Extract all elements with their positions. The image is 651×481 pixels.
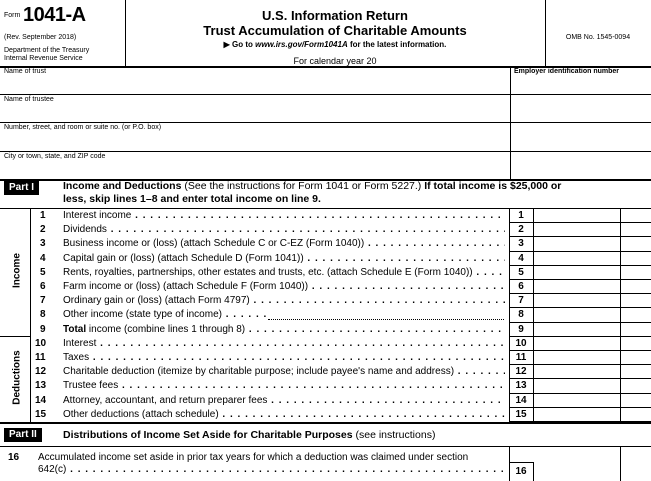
line-11-description (63, 351, 505, 364)
line-5-number: 5 (40, 266, 46, 278)
line-10-number: 10 (35, 337, 47, 349)
line-14-description (63, 394, 505, 407)
line-12-box-label: 12 (515, 366, 527, 378)
name-of-trustee-field[interactable] (0, 94, 510, 122)
line-10-text: Interest (63, 337, 97, 349)
line-15-box-label: 15 (515, 408, 527, 420)
line-4-box-label: 4 (518, 252, 524, 264)
line-9-text: income (combine lines 1 through 8) (86, 323, 246, 335)
deductions-section-label: Deductions (11, 350, 23, 405)
goto-instructions (125, 40, 545, 49)
department-line: Department of the Treasury (4, 47, 90, 54)
line-9-amount-field[interactable] (534, 323, 620, 337)
ein-label: Employer identification number (514, 68, 620, 75)
line-2-number: 2 (40, 224, 46, 236)
line-9-number: 9 (40, 323, 46, 335)
line-4-description (63, 252, 505, 265)
city-label: City or town, state, and ZIP code (4, 153, 106, 160)
line-1-description (63, 209, 505, 222)
line-9-bold-word: Total (63, 323, 87, 335)
line-7-amount-field[interactable] (534, 294, 620, 308)
line-1-number: 1 (40, 210, 46, 221)
line-4-number: 4 (40, 252, 46, 264)
line-8-number: 8 (40, 309, 46, 321)
city-field[interactable] (0, 151, 510, 180)
line-11-box-label: 11 (515, 352, 527, 363)
line-8-text: Other income (state type of income) (63, 309, 222, 321)
line-7-text: Ordinary gain or (loss) (attach Form 4797) (63, 295, 250, 307)
line-5-text: Rents, royalties, partnerships, other estates and trusts, etc. (attach Schedule E (Form 1040)) (63, 266, 473, 278)
part2-badge: Part II (4, 428, 42, 442)
omb-number: OMB No. 1545-0094 (565, 34, 631, 41)
line-3-text: Business income or (loss) (attach Schedule C or C-EZ (Form 1040)) (63, 238, 365, 250)
line-3-amount-field[interactable] (534, 237, 620, 251)
line-4-text: Capital gain or (loss) (attach Schedule D (Form 1041)) (63, 252, 304, 264)
part1-badge: Part I (4, 181, 39, 195)
line-9-description (63, 323, 505, 336)
line-12-number: 12 (35, 366, 47, 378)
line-13-box-label: 13 (515, 380, 527, 392)
line16-text2: 642(c) . . . (38, 464, 504, 476)
line-1-amount-field[interactable] (534, 209, 620, 223)
line-6-number: 6 (40, 281, 46, 292)
line-13-description (63, 379, 505, 392)
line-5-amount-field[interactable] (534, 266, 620, 280)
line-11-text: Taxes (63, 352, 90, 363)
line-7-box-label: 7 (518, 295, 524, 307)
line-11-amount-field[interactable] (534, 351, 620, 365)
line-3-description (63, 237, 505, 250)
name-of-trust-field[interactable] (0, 66, 510, 94)
line-1-text: Interest income (63, 210, 132, 221)
part1-title-line2: less, skip lines 1–8 and enter total income on line 9. (63, 193, 321, 205)
line-12-text: Charitable deduction (itemize by charitable purpose; include payee's name and address) (63, 366, 455, 378)
line-14-amount-field[interactable] (534, 394, 620, 408)
line-15-amount-field[interactable] (534, 408, 620, 422)
line-3-number: 3 (40, 238, 46, 250)
revision-date: (Rev. September 2018) (4, 34, 77, 41)
line-10-description (63, 337, 505, 350)
line-12-description (63, 365, 505, 378)
line-15-number: 15 (35, 408, 47, 420)
line-15-text: Other deductions (attach schedule) (63, 408, 219, 420)
line-5-description (63, 266, 505, 279)
part1-title-bold: Income and Deductions (63, 180, 182, 192)
line-2-text: Dividends (63, 224, 107, 236)
line-13-text: Trustee fees (63, 380, 119, 392)
part1-title (63, 180, 648, 193)
form-label: Form (4, 12, 21, 19)
line-8-box-label: 8 (518, 309, 524, 321)
agency-line: Internal Revenue Service (4, 55, 83, 62)
goto-suffix: for the latest information. (347, 40, 447, 49)
line-2-description (63, 223, 505, 236)
calendar-year: For calendar year 20 (293, 56, 377, 66)
line-2-amount-field[interactable] (534, 223, 620, 237)
line-1-box-label: 1 (518, 210, 524, 221)
line-9-box-label: 9 (518, 323, 524, 335)
line16-number: 16 (8, 452, 20, 463)
part2-title-normal: (see instructions) (352, 429, 436, 441)
line-6-box-label: 6 (518, 281, 524, 292)
line-13-amount-field[interactable] (534, 379, 620, 393)
line-14-number: 14 (35, 394, 47, 406)
line-4-amount-field[interactable] (534, 252, 620, 266)
part1-title-bold2: If total income is $25,000 or (424, 180, 562, 192)
name-of-trustee-label: Name of trustee (4, 96, 54, 103)
line-14-box-label: 14 (515, 394, 527, 406)
line-5-box-label: 5 (518, 266, 524, 278)
irs-url-link[interactable]: www.irs.gov/Form1041A (255, 40, 348, 49)
line-10-box-label: 10 (515, 337, 527, 349)
line-6-amount-field[interactable] (534, 280, 620, 294)
income-section-label: Income (11, 253, 23, 289)
part2-title-bold: Distributions of Income Set Aside for Charitable Purposes (63, 429, 353, 441)
form-number: 1041-A (23, 4, 86, 26)
line-7-number: 7 (40, 295, 46, 307)
street-field[interactable] (0, 122, 510, 151)
line-13-number: 13 (35, 380, 47, 392)
line-2-box-label: 2 (518, 224, 524, 236)
part1-title-normal: (See the instructions for Form 1041 or Form 5227.) (181, 180, 425, 192)
line-6-description (63, 280, 505, 293)
form-title: U.S. Information Return (262, 8, 408, 23)
goto-prefix: ▶ Go to (223, 40, 256, 49)
line-7-description (63, 294, 505, 307)
line16-amount-field[interactable] (534, 462, 620, 481)
line-8-type-field[interactable] (268, 310, 504, 320)
line-11-number: 11 (35, 352, 46, 363)
line-14-text: Attorney, accountant, and return preparer fees (63, 394, 268, 406)
line-6-text: Farm income or (loss) (attach Schedule F (Form 1040)) (63, 281, 309, 292)
line16-box-label: 16 (515, 466, 527, 477)
line-8-amount-field[interactable] (534, 308, 620, 322)
street-label: Number, street, and room or suite no. (or P.O. box) (4, 124, 162, 131)
part2-title (63, 428, 435, 442)
line-3-box-label: 3 (518, 238, 524, 250)
line-10-amount-field[interactable] (534, 337, 620, 351)
line16-text: Accumulated income set aside in prior tax years for which a deduction was claimed under section (38, 452, 469, 463)
name-of-trust-label: Name of trust (4, 68, 47, 75)
line-15-description (63, 408, 505, 421)
line-12-amount-field[interactable] (534, 365, 620, 379)
ein-field[interactable] (511, 66, 651, 180)
form-subtitle: Trust Accumulation of Charitable Amounts (203, 23, 467, 38)
